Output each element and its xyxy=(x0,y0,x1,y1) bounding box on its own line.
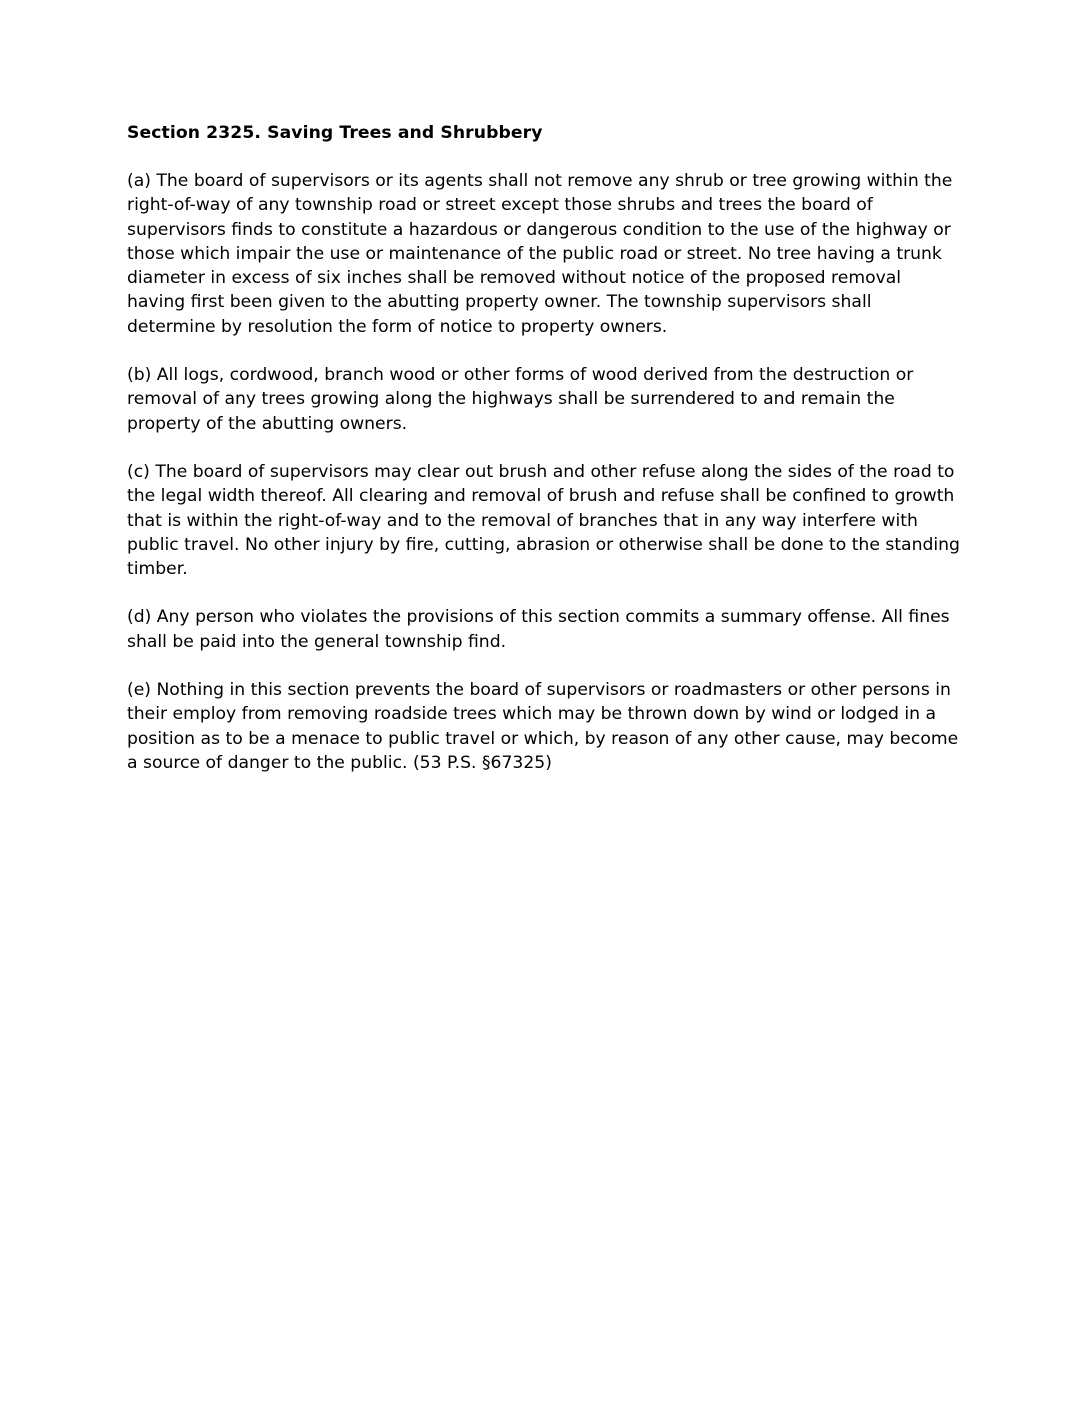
paragraph-d: (d) Any person who violates the provisions of this section commits a summary offense. All fines shall be paid into the general township find. xyxy=(127,607,950,652)
page-title: Section 2325. Saving Trees and Shrubbery xyxy=(127,123,543,143)
paragraph-c: (c) The board of supervisors may clear out brush and other refuse along the sides of the road to the legal width thereof. All clearing and removal of brush and refuse shall be confined to growth that is within the right-of-way and to the removal of branches that in any way interfere with public travel. No other injury by fire, cutting, abrasion or otherwise shall be done to the standing timber. xyxy=(127,461,960,580)
paragraph-e: (e) Nothing in this section prevents the board of supervisors or roadmasters or other persons in their employ from removing roadside trees which may be thrown down by wind or lodged in a position as to be a menace to public travel or which, by reason of any other cause, may become a source of danger to the public. (53 P.S. §67325) xyxy=(127,680,959,773)
paragraph-a: (a) The board of supervisors or its agents shall not remove any shrub or tree growing within the right-of-way of any township road or street except those shrubs and trees the board of supervisors finds to constitute a hazardous or dangerous condition to the use of the highway or those which impair the use or maintenance of the public road or street. No tree having a trunk diameter in excess of six inches shall be removed without notice of the proposed removal having first been given to the abutting property owner. The township supervisors shall determine by resolution the form of notice to property owners. xyxy=(127,171,953,337)
paragraph-b: (b) All logs, cordwood, branch wood or other forms of wood derived from the destruction or removal of any trees growing along the highways shall be surrendered to and remain the property of the abutting owners. xyxy=(127,365,914,434)
document-body xyxy=(127,121,963,775)
